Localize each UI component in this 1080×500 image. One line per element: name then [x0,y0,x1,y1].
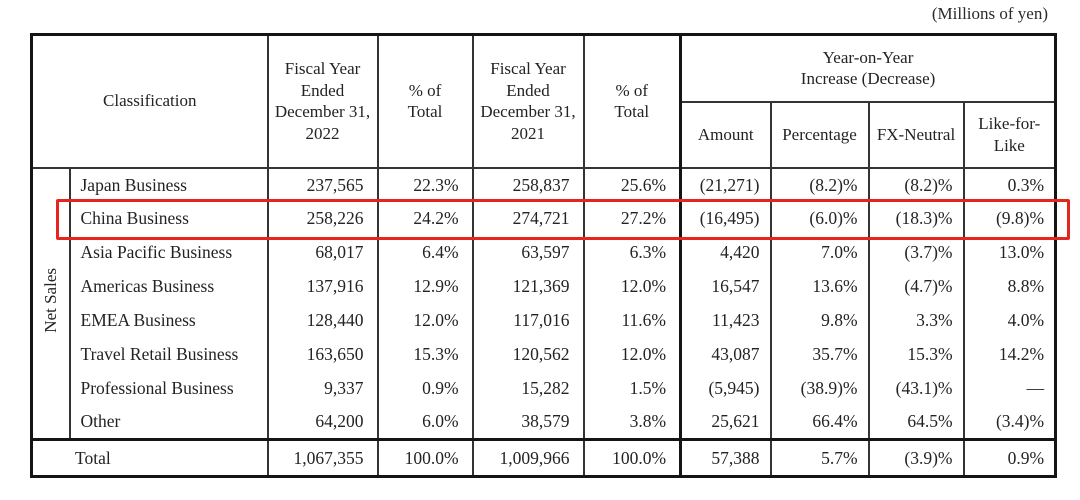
fy2022-value: 163,650 [268,338,378,372]
header-pct-total-2021: % of Total [584,35,681,168]
total-yoy-percentage: 5.7% [771,440,869,477]
fy2022-value: 9,337 [268,372,378,406]
yoy-amount: (5,945) [681,372,771,406]
net-sales-vertical-label: Net Sales [41,268,61,334]
header-yoy-line2: Increase (Decrease) [800,69,936,89]
pct2021-value: 12.0% [584,270,681,304]
yoy-fx-neutral: (3.7)% [869,236,964,270]
pct2021-value: 3.8% [584,406,681,440]
yoy-amount: (21,271) [681,168,771,202]
yoy-fx-neutral: (18.3)% [869,202,964,236]
yoy-percentage: (8.2)% [771,168,869,202]
table-row-asia-pacific [32,236,1056,270]
business-name: Travel Retail Business [70,338,268,372]
pct2022-value: 12.0% [378,304,473,338]
pct2021-value: 12.0% [584,338,681,372]
header-row-top [32,35,1056,102]
header-fy2021: Fiscal Year Ended December 31, 2021 [473,35,584,168]
yoy-percentage: 7.0% [771,236,869,270]
fy2021-value: 117,016 [473,304,584,338]
yoy-percentage: (6.0)% [771,202,869,236]
yoy-amount: 25,621 [681,406,771,440]
yoy-percentage: 35.7% [771,338,869,372]
fy2021-value: 274,721 [473,202,584,236]
total-pct2021-value: 100.0% [584,440,681,477]
pct2021-value: 1.5% [584,372,681,406]
pct2022-value: 22.3% [378,168,473,202]
fy2021-value: 15,282 [473,372,584,406]
header-amount: Amount [681,102,771,168]
unit-label: (Millions of yen) [931,4,1048,23]
pct2021-value: 11.6% [584,304,681,338]
pct2021-value: 6.3% [584,236,681,270]
pct2022-value: 6.0% [378,406,473,440]
yoy-like-for-like: 0.3% [964,168,1056,202]
table-row-japan [32,168,1056,202]
business-name: Professional Business [70,372,268,406]
total-fy2021-value: 1,009,966 [473,440,584,477]
table-row-china [32,202,1056,236]
report-table [30,33,1057,478]
yoy-amount: 4,420 [681,236,771,270]
yoy-amount: (16,495) [681,202,771,236]
fy2022-value: 137,916 [268,270,378,304]
yoy-percentage: (38.9)% [771,372,869,406]
yoy-amount: 11,423 [681,304,771,338]
yoy-fx-neutral: (4.7)% [869,270,964,304]
fy2022-value: 237,565 [268,168,378,202]
yoy-fx-neutral: (43.1)% [869,372,964,406]
yoy-like-for-like: (3.4)% [964,406,1056,440]
business-name: Americas Business [70,270,268,304]
header-like-for-like: Like-for-Like [964,102,1056,168]
fy2022-value: 68,017 [268,236,378,270]
yoy-like-for-like: 8.8% [964,270,1056,304]
yoy-like-for-like: 14.2% [964,338,1056,372]
total-label: Total [32,440,268,477]
table-row-professional [32,372,1056,406]
yoy-amount: 43,087 [681,338,771,372]
header-classification: Classification [32,35,268,168]
table-row-americas [32,270,1056,304]
fy2021-value: 258,837 [473,168,584,202]
pct2022-value: 15.3% [378,338,473,372]
business-name: Japan Business [70,168,268,202]
total-pct2022-value: 100.0% [378,440,473,477]
header-yoy-line1: Year-on-Year [822,47,914,67]
pct2021-value: 27.2% [584,202,681,236]
yoy-fx-neutral: 15.3% [869,338,964,372]
business-name: Other [70,406,268,440]
total-yoy-fx-neutral: (3.9)% [869,440,964,477]
pct2022-value: 6.4% [378,236,473,270]
business-name: China Business [70,202,268,236]
total-yoy-amount: 57,388 [681,440,771,477]
fy2021-value: 38,579 [473,406,584,440]
yoy-like-for-like: (9.8)% [964,202,1056,236]
header-pct-total-2022: % of Total [378,35,473,168]
table-row-travel-retail [32,338,1056,372]
fy2022-value: 64,200 [268,406,378,440]
business-name: EMEA Business [70,304,268,338]
pct2022-value: 12.9% [378,270,473,304]
yoy-amount: 16,547 [681,270,771,304]
yoy-percentage: 9.8% [771,304,869,338]
fy2022-value: 258,226 [268,202,378,236]
row-group-net-sales [32,168,70,440]
fy2021-value: 121,369 [473,270,584,304]
yoy-like-for-like: — [964,372,1056,406]
yoy-fx-neutral: 3.3% [869,304,964,338]
table-row-emea [32,304,1056,338]
yoy-percentage: 66.4% [771,406,869,440]
yoy-fx-neutral: 64.5% [869,406,964,440]
header-yoy-group [681,35,1056,102]
yoy-percentage: 13.6% [771,270,869,304]
pct2021-value: 25.6% [584,168,681,202]
pct2022-value: 24.2% [378,202,473,236]
yoy-like-for-like: 13.0% [964,236,1056,270]
fy2022-value: 128,440 [268,304,378,338]
net-sales-table [30,33,1057,478]
yoy-fx-neutral: (8.2)% [869,168,964,202]
total-fy2022-value: 1,067,355 [268,440,378,477]
pct2022-value: 0.9% [378,372,473,406]
table-row-total [32,440,1056,477]
fy2021-value: 63,597 [473,236,584,270]
header-percentage: Percentage [771,102,869,168]
header-fx-neutral: FX-Neutral [869,102,964,168]
fy2021-value: 120,562 [473,338,584,372]
business-name: Asia Pacific Business [70,236,268,270]
yoy-like-for-like: 4.0% [964,304,1056,338]
header-fy2022: Fiscal Year Ended December 31, 2022 [268,35,378,168]
total-yoy-like-for-like: 0.9% [964,440,1056,477]
table-row-other [32,406,1056,440]
